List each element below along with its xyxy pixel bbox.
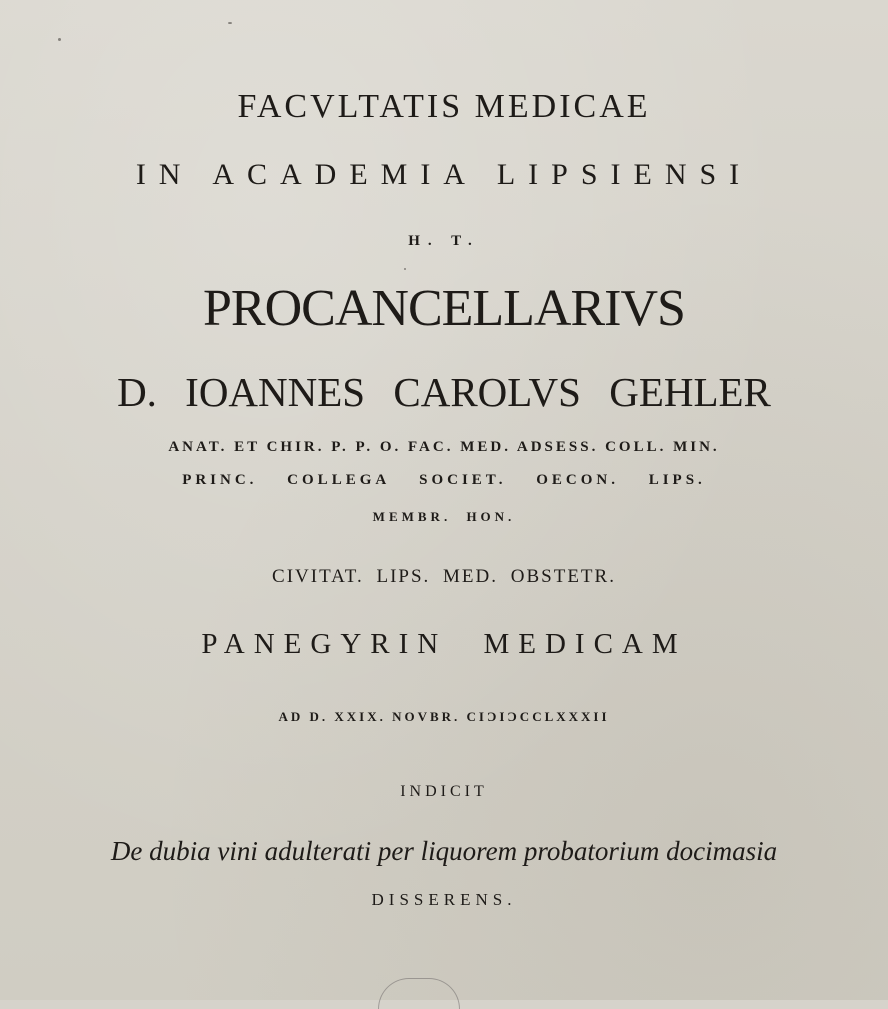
paper-speck [228,22,232,24]
verb-indicit: INDICIT [400,783,488,800]
title-academy: IN ACADEMIA LIPSIENSI [135,158,753,191]
author-office: CIVITAT. LIPS. MED. OBSTETR. [272,566,616,587]
event-title: PANEGYRIN MEDICAM [201,628,687,660]
library-stamp-trace [378,978,460,1009]
author-titles-line-3: MEMBR. HON. [372,509,516,524]
author-titles-line-2: PRINC. COLLEGA SOCIET. OECON. LIPS. [182,472,706,488]
paper-speck [58,38,61,41]
paper-speck [404,268,406,270]
abbreviation-ht: H. T. [408,233,480,249]
author-name: D. IOANNES CAROLVS GEHLER [117,369,771,415]
dissertation-subject: De dubia vini adulterati per liquorem probatorium docimasia [110,836,778,866]
verb-disserens: DISSERENS. [371,890,517,909]
title-faculty: FACVLTATIS MEDICAE [237,88,651,125]
title-procancellarius: PROCANCELLARIVS [203,280,685,337]
author-titles-line-1: ANAT. ET CHIR. P. P. O. FAC. MED. ADSESS. COLL. MIN. [168,439,720,455]
event-date: AD D. XXIX. NOVBR. CIƆIƆCCLXXXII [278,709,610,724]
